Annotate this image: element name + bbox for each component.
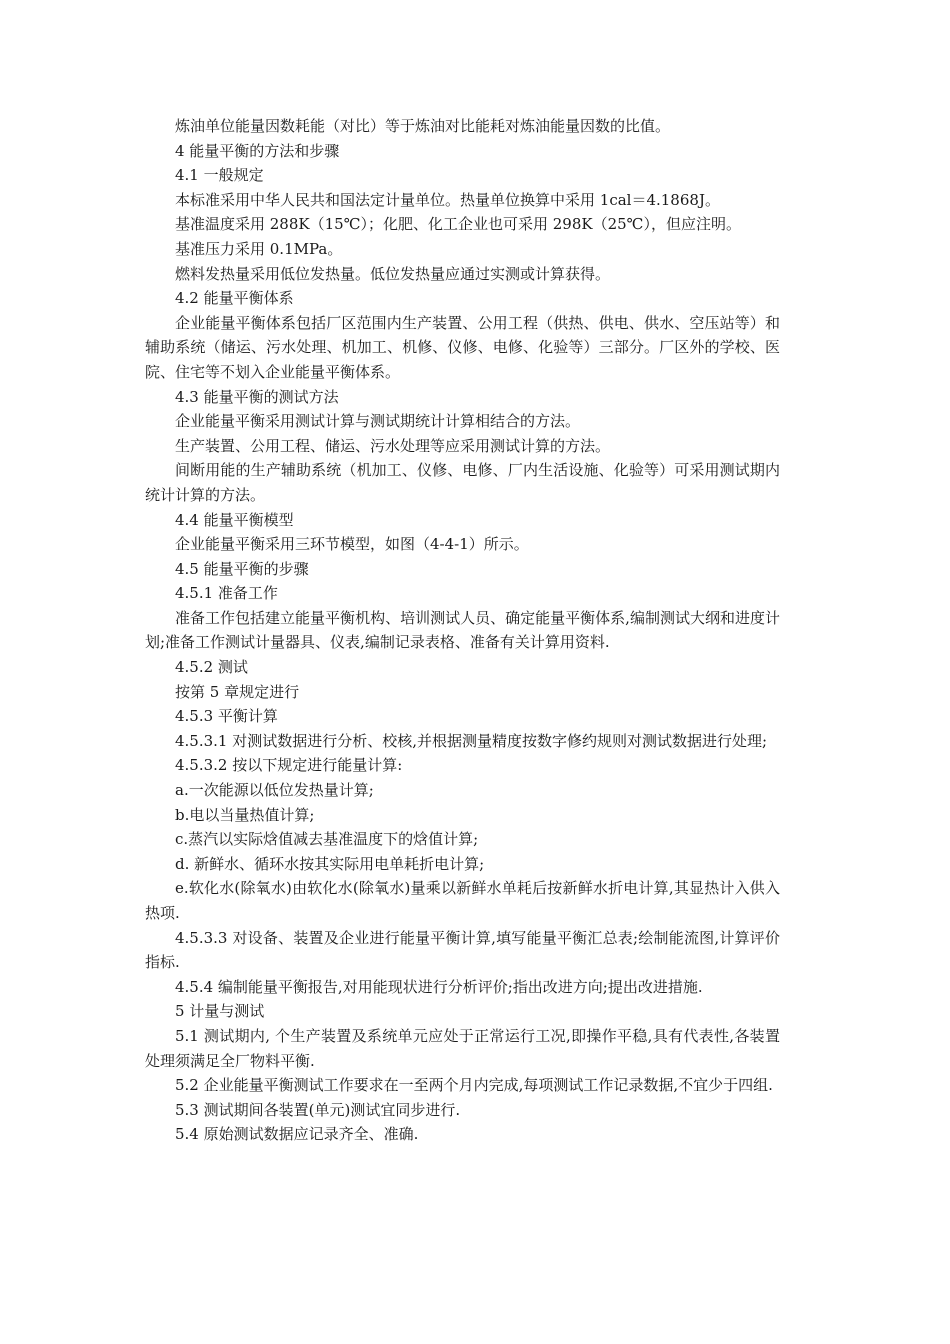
subsection-heading: 4.4 能量平衡模型 xyxy=(175,510,294,529)
subsection-heading: 4.5 能量平衡的步骤 xyxy=(175,559,309,578)
paragraph: 基准压力采用 0.1MPa。 xyxy=(175,239,343,258)
paragraph: 5.3 测试期间各装置(单元)测试宜同步进行. xyxy=(175,1100,461,1119)
section-heading: 5 计量与测试 xyxy=(175,1002,265,1021)
list-item: d. 新鲜水、循环水按其实际用电单耗折电计算; xyxy=(175,854,485,873)
paragraph: 本标准采用中华人民共和国法定计量单位。热量单位换算中采用 1cal＝4.1868J。 xyxy=(175,190,720,209)
paragraph: 企业能量平衡体系包括厂区范围内生产装置、公用工程（供热、供电、供水、空压站等）和辅助系统（储运、污水处理、机加工、机修、仪修、电修、化验等）三部分。厂区外的学校、医院、住宅等不划入企业能量平衡体系。 xyxy=(145,313,780,381)
subsection-heading: 4.3 能量平衡的测试方法 xyxy=(175,387,339,406)
paragraph: 5.1 测试期内, 个生产装置及系统单元应处于正常运行工况,即操作平稳,具有代表性,各装置处理须满足全厂物料平衡. xyxy=(145,1026,780,1070)
paragraph: 间断用能的生产辅助系统（机加工、仪修、电修、厂内生活设施、化验等）可采用测试期内统计计算的方法。 xyxy=(145,461,780,504)
subsection-heading: 4.2 能量平衡体系 xyxy=(175,289,294,308)
paragraph: 企业能量平衡采用测试计算与测试期统计计算相结合的方法。 xyxy=(175,412,581,431)
paragraph: 按第 5 章规定进行 xyxy=(175,682,300,701)
list-item: c.蒸汽以实际焓值减去基准温度下的焓值计算; xyxy=(175,830,479,849)
paragraph: 燃料发热量采用低位发热量。低位发热量应通过实测或计算获得。 xyxy=(175,264,611,283)
section-heading: 4 能量平衡的方法和步骤 xyxy=(175,141,340,160)
document-body xyxy=(145,114,780,1147)
paragraph: 4.5.4 编制能量平衡报告,对用能现状进行分析评价;指出改进方向;提出改进措施. xyxy=(175,977,703,996)
paragraph: 4.5.3.1 对测试数据进行分析、校核,并根据测量精度按数字修约规则对测试数据进行处理; xyxy=(175,731,768,750)
list-item: b.电以当量热值计算; xyxy=(175,805,315,824)
paragraph: 企业能量平衡采用三环节模型，如图（4-4-1）所示。 xyxy=(175,535,529,554)
paragraph: 5.4 原始测试数据应记录齐全、准确. xyxy=(175,1125,419,1144)
paragraph: 5.2 企业能量平衡测试工作要求在一至两个月内完成,每项测试工作记录数据,不宜少于四组. xyxy=(175,1076,773,1095)
subsection-heading: 4.1 一般规定 xyxy=(175,166,264,185)
paragraph: 4.5.3.2 按以下规定进行能量计算: xyxy=(175,756,403,775)
subsection-heading: 4.5.3 平衡计算 xyxy=(175,707,278,726)
subsection-heading: 4.5.1 准备工作 xyxy=(175,584,278,603)
paragraph: 生产装置、公用工程、储运、污水处理等应采用测试计算的方法。 xyxy=(175,436,611,455)
paragraph: 炼油单位能量因数耗能（对比）等于炼油对比能耗对炼油能量因数的比值。 xyxy=(175,117,671,135)
paragraph: 基准温度采用 288K（15℃）；化肥、化工企业也可采用 298K（25℃），但应注明。 xyxy=(175,215,741,234)
paragraph: 4.5.3.3 对设备、装置及企业进行能量平衡计算,填写能量平衡汇总表;绘制能流图,计算评价指标. xyxy=(145,928,780,972)
paragraph: 准备工作包括建立能量平衡机构、培训测试人员、确定能量平衡体系,编制测试大纲和进度计划;准备工作测试计量器具、仪表,编制记录表格、准备有关计算用资料. xyxy=(145,608,780,652)
list-item: a.一次能源以低位发热量计算; xyxy=(175,781,374,800)
list-item: e.软化水(除氧水)由软化水(除氧水)量乘以新鲜水单耗后按新鲜水折电计算,其显热计入供入热项. xyxy=(145,879,780,922)
subsection-heading: 4.5.2 测试 xyxy=(175,658,248,677)
